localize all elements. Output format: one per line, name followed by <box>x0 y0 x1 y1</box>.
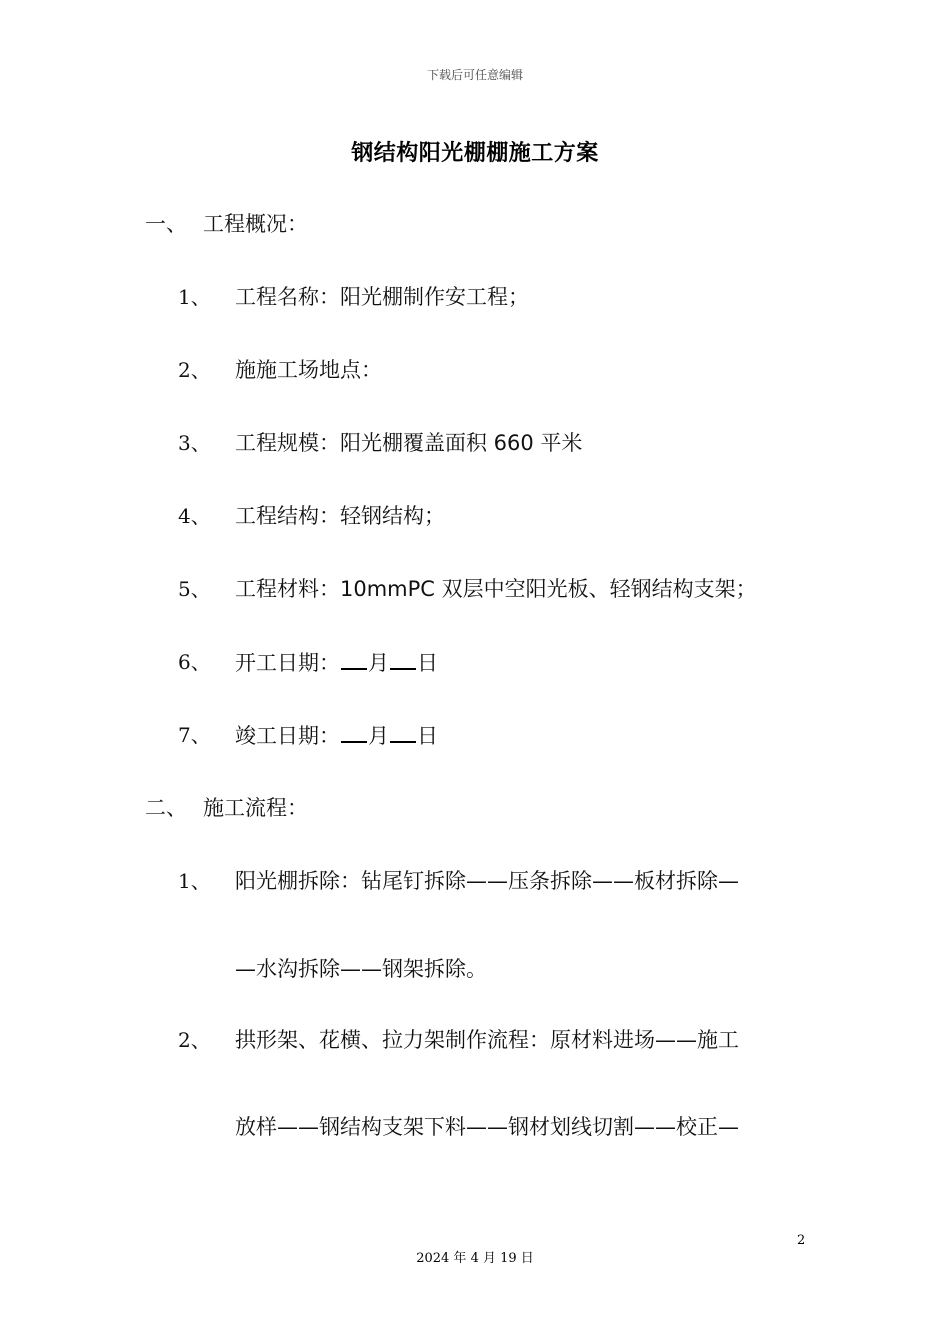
list-item-number: 7、 <box>178 723 211 747</box>
list-item-text: 施施工场地点： <box>235 358 382 382</box>
list-item-text: 拱形架、花横、拉力架制作流程：原材料进场——施工 <box>235 1028 739 1052</box>
list-item-text: 工程规模：阳光棚覆盖面积 660 平米 <box>235 431 583 455</box>
list-item-number: 6、 <box>178 650 211 674</box>
list-item-number: 2、 <box>178 1028 211 1052</box>
start-date-field <box>235 648 438 677</box>
list-item-number: 4、 <box>178 504 211 528</box>
document-title: 钢结构阳光棚棚施工方案 <box>351 141 599 166</box>
list-item-number: 5、 <box>178 577 211 601</box>
list-item-number: 1、 <box>178 869 211 893</box>
section-heading-text: 施工流程： <box>203 796 308 820</box>
list-item-number: 3、 <box>178 431 211 455</box>
list-item-number: 1、 <box>178 285 211 309</box>
blank-underline <box>390 648 416 670</box>
list-item-text: 工程材料：10mmPC 双层中空阳光板、轻钢结构支架； <box>235 577 757 601</box>
section-heading-process <box>145 794 308 822</box>
section-number: 一、 <box>145 212 187 236</box>
list-item-text: 阳光棚拆除：钻尾钉拆除——压条拆除——板材拆除— <box>235 869 739 893</box>
month-label: 月 <box>368 651 389 675</box>
completion-date-field <box>235 721 438 750</box>
completion-date-label: 竣工日期： <box>235 724 340 748</box>
blank-underline <box>390 721 416 743</box>
footer-date: 2024 年 4 月 19 日 <box>416 1251 534 1266</box>
list-item-text: 放样——钢结构支架下料——钢材划线切割——校正— <box>235 1115 739 1139</box>
day-label: 日 <box>417 651 438 675</box>
section-heading-overview <box>145 210 308 238</box>
section-heading-text: 工程概况： <box>203 212 308 236</box>
start-date-label: 开工日期： <box>235 651 340 675</box>
section-number: 二、 <box>145 796 187 820</box>
page-number: 2 <box>797 1233 806 1248</box>
list-item-number: 2、 <box>178 358 211 382</box>
list-item-text: —水沟拆除——钢架拆除。 <box>235 957 487 981</box>
blank-underline <box>341 648 367 670</box>
blank-underline <box>341 721 367 743</box>
month-label: 月 <box>368 724 389 748</box>
list-item-text: 工程名称：阳光棚制作安工程； <box>235 285 529 309</box>
day-label: 日 <box>417 724 438 748</box>
list-item-text: 工程结构：轻钢结构； <box>235 504 445 528</box>
page-header-note: 下载后可任意编辑 <box>426 68 523 82</box>
